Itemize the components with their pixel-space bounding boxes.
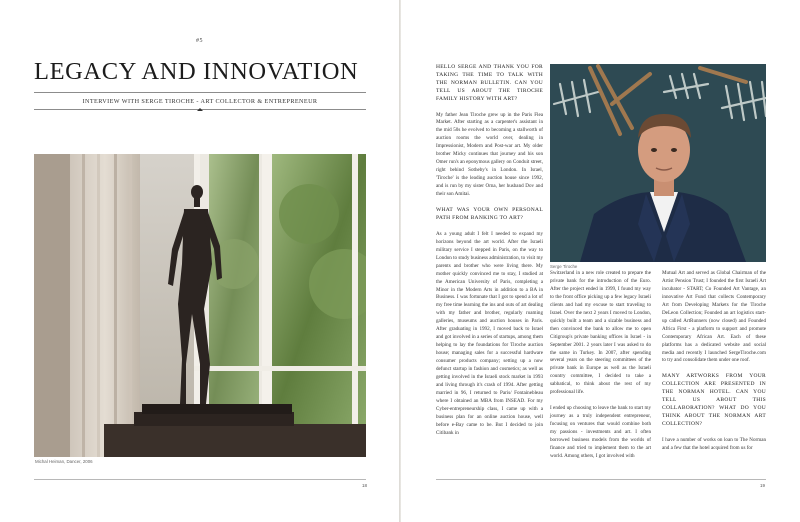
interview-answer: I have a number of works on loan to The Norman and a few that the hotel acquired from us for xyxy=(662,436,766,451)
article-subtitle: INTERVIEW WITH SERGE TIROCHE - ART COLLECTOR & ENTREPRENEUR xyxy=(82,98,318,105)
portrait-caption: Serge Tiroche xyxy=(550,264,578,269)
issue-number: #5 xyxy=(196,38,203,44)
text-column-1 xyxy=(436,64,543,446)
divider-pointer-icon xyxy=(197,108,203,111)
article-title: LEGACY AND INNOVATION xyxy=(34,58,359,85)
interview-answer: My father Jean Tiroche grew up in the Paris Flea Market. After starting as a carpenter's assistant in the mid 50s he evolved to becoming a stallworth of auction rooms the world over, dealing in Impressionist, Modern and Post-war art. My older brother Micky continues that journey and his son Omer run's an eponymous gallery on Conduit street, right behind Sotheby's in London. In Israel, 'Tiroche' is the leading auction house since 1992, and is run by my sister Orna, her husband Dov and their son Amitai. xyxy=(436,111,543,198)
interview-question: MANY ARTWORKS FROM YOUR COLLECTION ARE PRESENTED IN THE NORMAN HOTEL. CAN YOU TELL US ABOUT THIS COLLABORATION? WHAT DO YOU THINK ABOUT THE NORMAN ART COLLECTION? xyxy=(662,373,766,427)
page-number-right: 19 xyxy=(760,483,766,488)
text-column-3 xyxy=(662,270,766,461)
title-divider xyxy=(34,92,366,93)
interview-answer: Switzerland in a new role created to prepare the private bank for the introduction of the Euro. After the project ended in 1999, I found my way to the front office picking up a few legacy Israeli clients and had my excuse to start traveling to Israel. Over the next 2 years I moved to London, quickly built a team and a sizable business and then convinced the bank to allow me to open Citigroup's private banking offices in Israel - in September 2001. 2 years later I was asked to do the same in Turkey. In 2007, after spending several years on the steering committees of the private bank in Europe as well as the Israeli country committee, I decided to take a sabbatical, to think about the rest of my professional life. xyxy=(550,270,651,396)
text-column-2 xyxy=(550,270,651,469)
interview-answer: I ended up choosing to leave the bank to start my journey as a truly independent entrepreneur, focusing on ventures that would combine both my passions - investments and art. I often borrowed business models from the worlds of finance and tried to implement them to the art world. Among others, I got involved with xyxy=(550,405,651,459)
interview-question: WHAT WAS YOUR OWN PERSONAL PATH FROM BANKING TO ART? xyxy=(436,207,543,221)
right-page xyxy=(401,0,800,522)
interview-answer: As a young adult I felt I needed to expand my horizons beyond the art world. After the Israeli military service I stepped in Paris, on the way to London to study business administration, to visit my parents and brother who were living there. My mother quickly convinced me to stay, I studied at the American University of Paris, completing a Minor in the Modern Arts in addition to a BA in Business. I was fortunate that I got to spend a lot of my free time learning the ins and outs of art dealing with my father and brother, regularly roaming galleries, museums and auction houses in Paris. After graduating in 1992, I moved back to Israel and got involved in a series of startups, among them helping to lay the foundations for Tiroche auction house; managing sales for a successful hardware consumer products company; setting up a now defunct startup in fashion and cosmetics; as well as getting involved in the Israeli stock market in 1993 and living through it's crash of 1994. After getting married in 96, I returned to Paris/ Fontainebleau where I obtained an MBA from INSEAD. For my Cyber-entrepreneurship class, I came up with a business plan for an online auction house, well before e-Bay came to be. But I decided to join Citibank in xyxy=(436,230,543,436)
sculpture-photo xyxy=(34,154,366,457)
footer-rule xyxy=(436,479,766,480)
interview-answer: Mutual Art and served as Global Chairman of the Artist Pension Trust; I founded the first Israeli Art incubator - START; Co Founded Art Vantage, an innovative Art Fund that collects Contemporary Art from Developing Markets for the Tiroche DeLeon Collection; Founded an art logistics start-up called ArtRunners (now closed) and Founded Africa First - a platform to support and promote Contemporary African Art. Each of these platforms has a dedicated website and social media and recently I launched SergeTiroche.com to try and consolidate them under one roof. xyxy=(662,270,766,364)
footer-rule xyxy=(34,479,366,480)
interview-question: HELLO SERGE AND THANK YOU FOR TAKING THE TIME TO TALK WITH THE NORMAN BULLETIN. CAN YOU TELL US ABOUT THE TIROCHE FAMILY HISTORY WITH ART? xyxy=(436,64,543,102)
left-page xyxy=(0,0,399,522)
page-number-left: 18 xyxy=(362,483,368,488)
photo-caption: Michal Heiman, Dancer, 2006 xyxy=(35,459,93,464)
portrait-photo xyxy=(550,64,766,262)
